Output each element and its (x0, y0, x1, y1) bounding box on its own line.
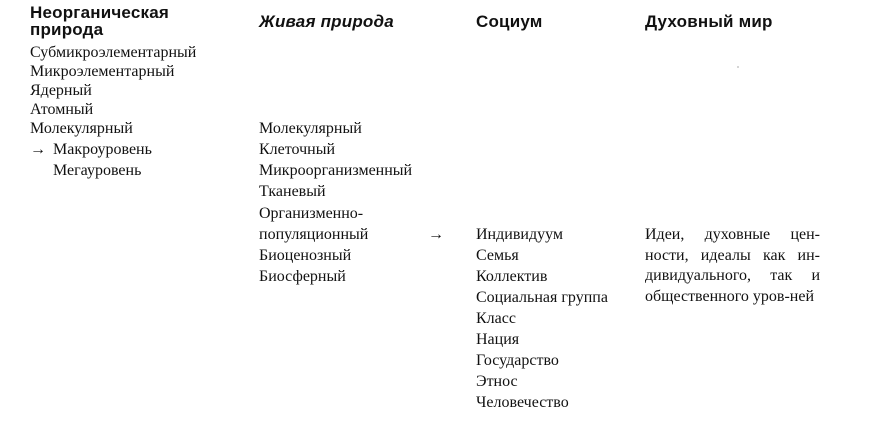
society-level-item: Индивидуум (476, 226, 563, 243)
society-level-item: Человечество (476, 394, 569, 411)
living-level-item: Микроорганизменный (259, 162, 413, 179)
spiritual-description: Идеи, духовные цен-ности, идеалы как ин-дивидуального, так и общественного уров-ней (645, 226, 820, 305)
arrow-right-icon: → (30, 141, 46, 158)
society-level-item: Государство (476, 352, 559, 369)
header-spiritual-world: Духовный мир (645, 12, 773, 31)
living-level-item: Биосферный (259, 268, 346, 285)
inorganic-level-item: Атомный (30, 101, 94, 118)
living-level-item: Организменно- (259, 205, 364, 222)
header-inorganic-line-2: природа (30, 20, 104, 39)
living-level-item: популяционный (259, 226, 369, 243)
society-level-item: Класс (476, 310, 516, 327)
society-level-item: Нация (476, 331, 520, 348)
inorganic-level-item: Микроэлементарный (30, 63, 175, 80)
inorganic-level-item: Мегауровень (53, 162, 142, 179)
scan-speck (737, 66, 739, 68)
living-level-item: Тканевый (259, 183, 326, 200)
society-level-item: Этнос (476, 373, 518, 390)
arrow-right-icon: → (428, 226, 444, 243)
inorganic-level-item: Субмикроэлементарный (30, 44, 197, 61)
society-level-item: Коллектив (476, 268, 548, 285)
society-level-item: Социальная группа (476, 289, 608, 306)
header-society: Социум (476, 12, 543, 31)
inorganic-level-item: Макроуровень (53, 141, 152, 158)
living-level-item: Биоценозный (259, 247, 352, 264)
living-level-item: Молекулярный (259, 120, 362, 137)
header-living-nature: Живая природа (259, 12, 394, 31)
header-inorganic-nature (30, 4, 169, 38)
inorganic-level-item: Ядерный (30, 82, 92, 99)
living-level-item: Клеточный (259, 141, 336, 158)
inorganic-level-item: Молекулярный (30, 120, 133, 137)
header-inorganic-line-1: Неорганическая (30, 3, 169, 22)
society-level-item: Семья (476, 247, 519, 264)
